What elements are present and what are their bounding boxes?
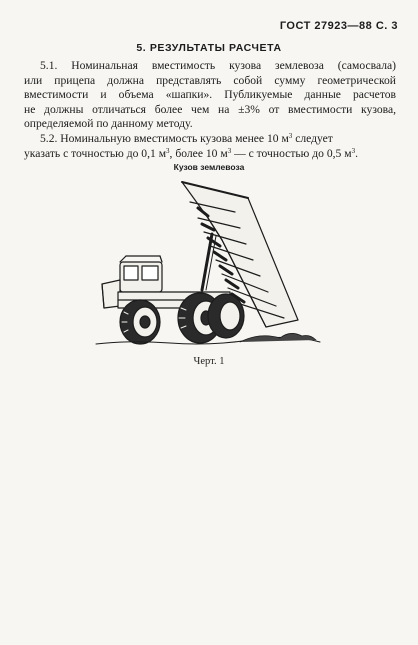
p52-text-d: , более 10 м [169, 146, 228, 160]
paragraph-5-2-line-1 [24, 132, 396, 147]
dump-truck-illustration [90, 172, 330, 352]
paragraph-5-1-line-2: или прицепа должна представлять собой сумму геометрической [24, 73, 396, 87]
paragraph-5-1-line-5: определяемой по данному методу. [24, 117, 193, 131]
figure-caption: Черт. 1 [193, 356, 225, 367]
unit-superscript: 3 [288, 131, 293, 140]
p52-text-e: — с точностью до 0,5 м [231, 146, 352, 160]
paragraph-5-1-line-1: 5.1. Номинальная вместимость кузова землевоза (самосвала) [40, 59, 396, 72]
figure-title: Кузов землевоза [173, 162, 245, 172]
body-text [24, 59, 396, 161]
p52-text-b: следует [292, 131, 333, 145]
dump-truck-icon [90, 172, 330, 352]
unit-superscript: 3 [351, 146, 356, 155]
paragraph-5-1-line-3: вместимости и объема «шапки». Публикуемые данные расчетов [24, 88, 396, 102]
unit-superscript: 3 [227, 146, 232, 155]
unit-superscript: 3 [166, 146, 170, 155]
p52-text-c: указать с точностью до 0,1 м [24, 146, 167, 160]
paragraph-5-2-line-2 [24, 147, 396, 162]
paragraph-5-1-line-4: не должны отличаться более чем на ±3% от вместимости кузова, [24, 102, 396, 116]
section-title: 5. РЕЗУЛЬТАТЫ РАСЧЕТА [136, 42, 282, 54]
standard-header-code: ГОСТ 27923—88 С. 3 [279, 20, 398, 32]
p52-text-f: . [355, 146, 358, 160]
p52-text-a: 5.2. Номинальную вместимость кузова менее 10 м [40, 131, 289, 145]
